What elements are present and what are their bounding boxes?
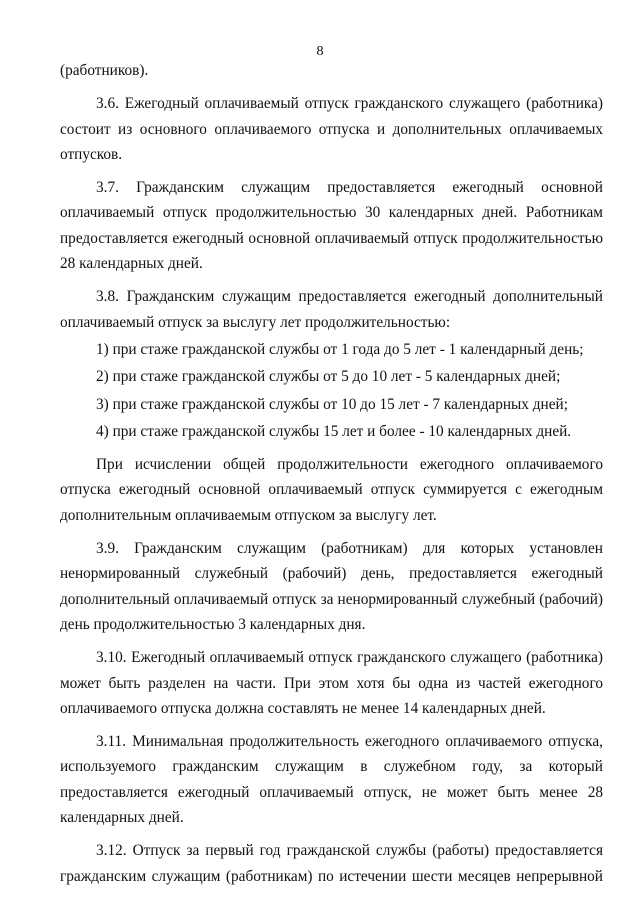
paragraph-calculation: При исчислении общей продолжительности ежегодного оплачиваемого отпуска ежегодный основной оплачиваемый отпуск суммируется с ежегодным дополнительным оплачиваемым отпуском за выслугу лет. <box>60 456 603 524</box>
page-number: 8 <box>316 44 324 59</box>
paragraph-continuation: (работников). <box>60 62 149 79</box>
list-item-3: 3) при стаже гражданской службы от 10 до 15 лет - 7 календарных дней; <box>96 395 568 413</box>
document-body <box>60 58 603 889</box>
paragraph-3-10: 3.10. Ежегодный оплачиваемый отпуск гражданского служащего (работника) может быть разделен на части. При этом хотя бы одна из частей ежегодного оплачиваемого отпуска должна составлять не менее 14 календарных дней. <box>60 649 603 717</box>
paragraph-3-11: 3.11. Минимальная продолжительность ежегодного оплачиваемого отпуска, используемого гражданским служащим в служебном году, за который предоставляется ежегодный оплачиваемый отпуск, не может быть менее 28 календарных дней. <box>60 733 603 827</box>
paragraph-3-12: 3.12. Отпуск за первый год гражданской службы (работы) предоставляется гражданским служащим (работникам) по истечении шести месяцев непрерывной <box>60 842 603 885</box>
paragraph-3-9: 3.9. Гражданским служащим (работникам) для которых установлен ненормированный служебный (рабочий) день, предоставляется ежегодный дополнительный оплачиваемый отпуск за ненормированный служебный (рабочий) день продолжительностью 3 календарных дня. <box>60 540 603 633</box>
list-item-1: 1) при стаже гражданской службы от 1 года до 5 лет - 1 календарный день; <box>96 340 584 358</box>
paragraph-3-8: 3.8. Гражданским служащим предоставляется ежегодный дополнительный оплачиваемый отпуск за выслугу лет продолжительностью: <box>60 288 603 331</box>
list-item-2: 2) при стаже гражданской службы от 5 до 10 лет - 5 календарных дней; <box>96 368 561 386</box>
paragraph-3-6: 3.6. Ежегодный оплачиваемый отпуск гражданского служащего (работника) состоит из основного оплачиваемого отпуска и дополнительных оплачиваемых отпусков. <box>60 95 603 163</box>
list-item-4: 4) при стаже гражданской службы 15 лет и более - 10 календарных дней. <box>96 422 572 440</box>
paragraph-3-7: 3.7. Гражданским служащим предоставляется ежегодный основной оплачиваемый отпуск продолжительностью 30 календарных дней. Работникам предоставляется ежегодный основной оплачиваемый отпуск продолжительностью 28 календарных дней. <box>60 179 603 273</box>
